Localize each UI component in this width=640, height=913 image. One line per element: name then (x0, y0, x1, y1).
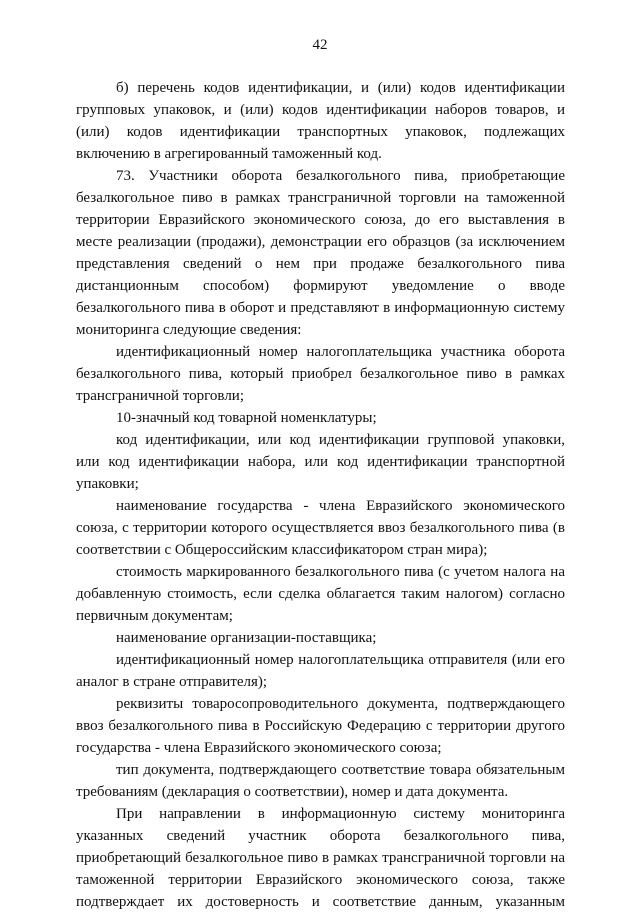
paragraph-5: код идентификации, или код идентификации групповой упаковки, или код идентификации набора, или код идентификации транспортной упаковки; (76, 432, 565, 492)
document-body (76, 77, 565, 913)
paragraph-7: стоимость маркированного безалкогольного пива (с учетом налога на добавленную стоимость, если сделка облагается таким налогом) согласно первичным документам; (76, 564, 565, 624)
paragraph-10: реквизиты товаросопроводительного документа, подтверждающего ввоз безалкогольного пива в Российскую Федерацию с территории другого государства - члена Евразийского экономического союза; (76, 696, 565, 756)
paragraph-3: идентификационный номер налогоплательщика участника оборота безалкогольного пива, который приобрел безалкогольное пиво в рамках трансграничной торговли; (76, 344, 565, 404)
paragraph-2: 73. Участники оборота безалкогольного пива, приобретающие безалкогольное пиво в рамках трансграничной торговли на таможенной территории Евразийского экономического союза, до его выставления в месте реализации (продажи), демонстрации его образцов (за исключением представления сведений о нем при продаже безалкогольного пива дистанционным способом) формируют уведомление о вводе безалкогольного пива в оборот и представляют в информационную систему мониторинга следующие сведения: (76, 168, 565, 338)
paragraph-11: тип документа, подтверждающего соответствие товара обязательным требованиям (декларация о соответствии), номер и дата документа. (76, 762, 565, 800)
page-number: 42 (312, 37, 328, 53)
paragraph-8: наименование организации-поставщика; (116, 630, 377, 646)
paragraph-1: б) перечень кодов идентификации, и (или) кодов идентификации групповых упаковок, и (или) кодов идентификации наборов товаров, и (или) кодов идентификации транспортных упаковок, подлежащих включению в агрегированный таможенный код. (76, 80, 565, 162)
paragraph-6: наименование государства - члена Евразийского экономического союза, с территории которого осуществляется ввоз безалкогольного пива (в соответствии с Общероссийским классификатором стран мира); (76, 498, 565, 558)
paragraph-12: При направлении в информационную систему мониторинга указанных сведений участник оборота безалкогольного пива, приобретающий безалкогольное пиво в рамках трансграничной торговли на таможенной территории Евразийского экономического союза, также подтверждает их достоверность и соответствие данным, указанным (76, 806, 565, 910)
paragraph-4: 10-значный код товарной номенклатуры; (116, 410, 377, 426)
paragraph-9: идентификационный номер налогоплательщика отправителя (или его аналог в стране отправителя); (76, 652, 565, 690)
